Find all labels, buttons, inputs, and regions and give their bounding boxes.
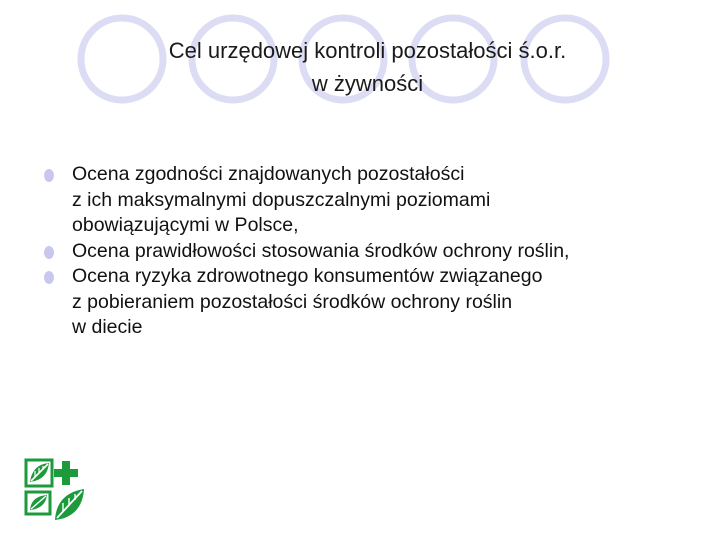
bullet-item <box>44 264 704 341</box>
bullet-text-line: w diecie <box>72 316 143 338</box>
bullet-icon <box>44 271 54 284</box>
title-line: Cel urzędowej kontroli pozostałości ś.o.r. <box>168 38 567 63</box>
bullet-text-line: z ich maksymalnymi dopuszczalnymi poziomami <box>72 188 491 211</box>
bullet-text-line: z pobieraniem pozostałości środków ochrony roślin <box>72 290 513 313</box>
slide-title <box>95 34 640 100</box>
bullet-item <box>44 239 704 265</box>
leaf-cross-logo-icon <box>22 458 86 524</box>
bullet-item <box>44 162 704 239</box>
bullet-text-line: Ocena zgodności znajdowanych pozostałości <box>72 163 465 185</box>
bullet-icon <box>44 246 54 259</box>
bullet-icon <box>44 169 54 182</box>
bullet-text-line: Ocena ryzyka zdrowotnego konsumentów związanego <box>72 265 543 287</box>
bullet-text-line: obowiązującymi w Polsce, <box>72 214 299 236</box>
title-line: w żywności <box>311 71 424 96</box>
bullet-text-line: Ocena prawidłowości stosowania środków ochrony roślin, <box>72 239 570 262</box>
bullet-list <box>44 162 704 341</box>
